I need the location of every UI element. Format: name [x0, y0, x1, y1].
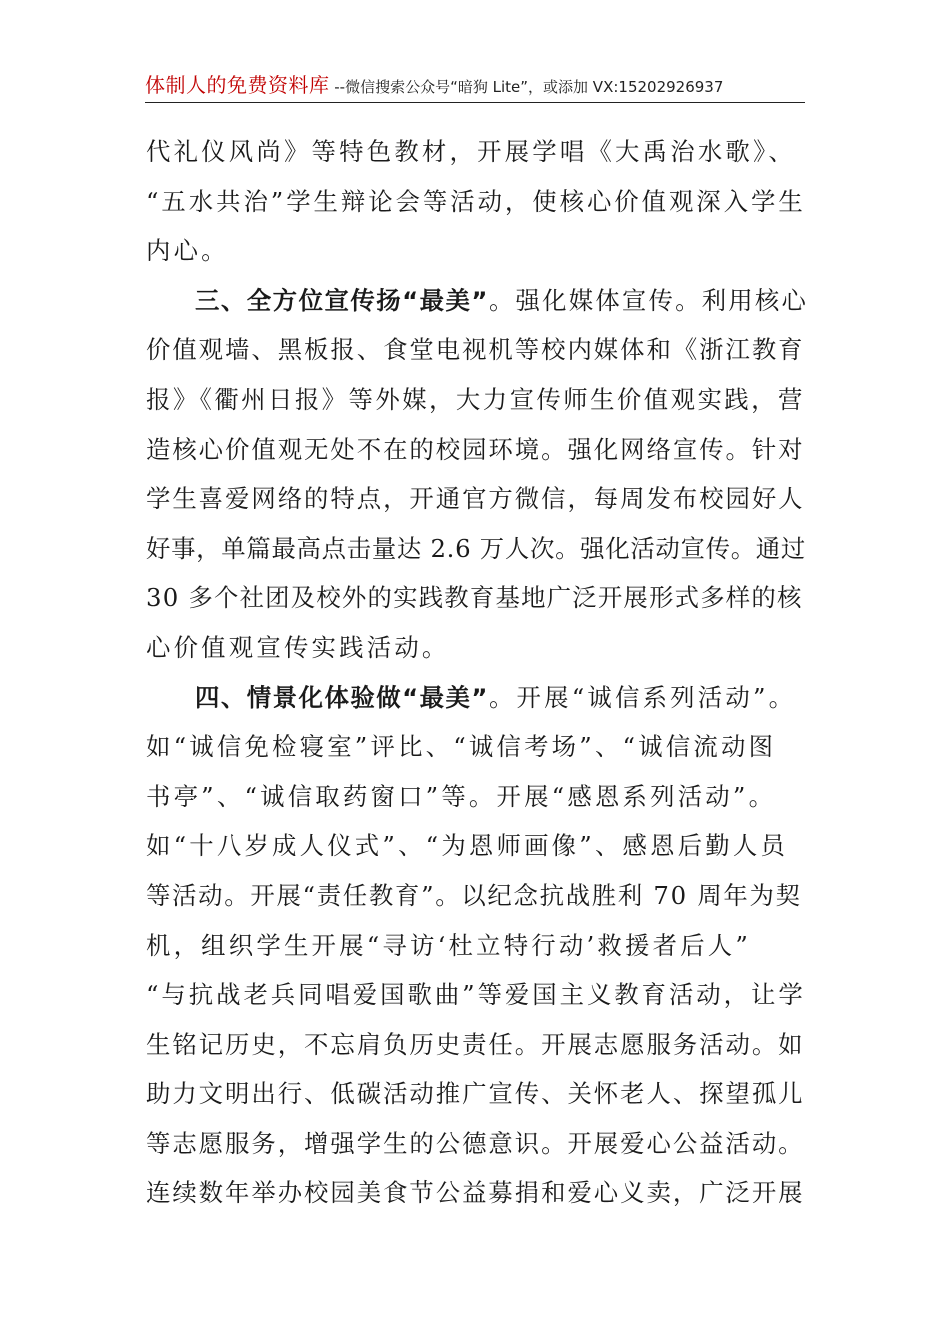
body-text [146, 127, 808, 1218]
text-line: 如“诚信免检寝室”评比、“诚信考场”、“诚信流动图 [146, 732, 777, 762]
section-three-first-line [146, 276, 808, 326]
text-line: 等活动。开展“责任教育”。以纪念抗战胜利 70 周年为契 [146, 880, 802, 910]
text-line: 学生喜爱网络的特点，开通官方微信，每周发布校园好人 [146, 484, 805, 514]
text-line: 造核心价值观无处不在的校园环境。强化网络宣传。针对 [146, 434, 805, 464]
text-line-continuation: 。强化媒体宣传。利用核心 [488, 285, 809, 315]
text-line: 心价值观宣传实践活动。 [146, 632, 450, 662]
text-line: 生铭记历史，不忘肩负历史责任。开展志愿服务活动。如 [146, 1029, 805, 1059]
text-line: 内心。 [146, 236, 229, 266]
text-line: 连续数年举办校园美食节公益募捐和爱心义卖，广泛开展 [146, 1178, 805, 1208]
text-line: 报》《衢州日报》等外媒，大力宣传师生价值观实践，营 [146, 384, 805, 414]
text-line: 助力文明出行、低碳活动推广宣传、关怀老人、探望孤儿 [146, 1079, 805, 1109]
text-line: 书亭”、“诚信取药窗口”等。开展“感恩系列活动”。 [146, 781, 777, 811]
text-line-continuation: 。开展“诚信系列活动”。 [488, 682, 797, 712]
section-three-heading: 三、全方位宣传扬“最美” [195, 285, 489, 315]
text-line: 机，组织学生开展“寻访‘杜立特行动’救援者后人” [146, 930, 752, 960]
section-four-heading: 四、情景化体验做“最美” [195, 682, 489, 712]
text-line: 好事，单篇最高点击量达 2.6 万人次。强化活动宣传。通过 [146, 533, 806, 563]
text-line: 代礼仪风尚》等特色教材，开展学唱《大禹治水歌》、 [146, 137, 796, 166]
text-line: “五水共治”学生辩论会等活动，使核心价值观深入学生 [146, 186, 806, 216]
section-four-first-line [146, 673, 808, 723]
header-brand: 体制人的免费资料库 [145, 73, 330, 97]
text-line: “与抗战老兵同唱爱国歌曲”等爱国主义教育活动，让学 [146, 980, 806, 1010]
header-contact: --微信搜索公众号“暗狗 Lite”，或添加 VX:15202926937 [329, 78, 724, 96]
text-line: 如“十八岁成人仪式”、“为恩师画像”、感恩后勤人员 [146, 831, 789, 861]
text-line: 等志愿服务，增强学生的公德意识。开展爱心公益活动。 [146, 1128, 805, 1158]
text-line: 30 多个社团及校外的实践教育基地广泛开展形式多样的核 [146, 583, 803, 613]
page-header [145, 72, 805, 103]
text-line: 价值观墙、黑板报、食堂电视机等校内媒体和《浙江教育 [146, 335, 805, 365]
